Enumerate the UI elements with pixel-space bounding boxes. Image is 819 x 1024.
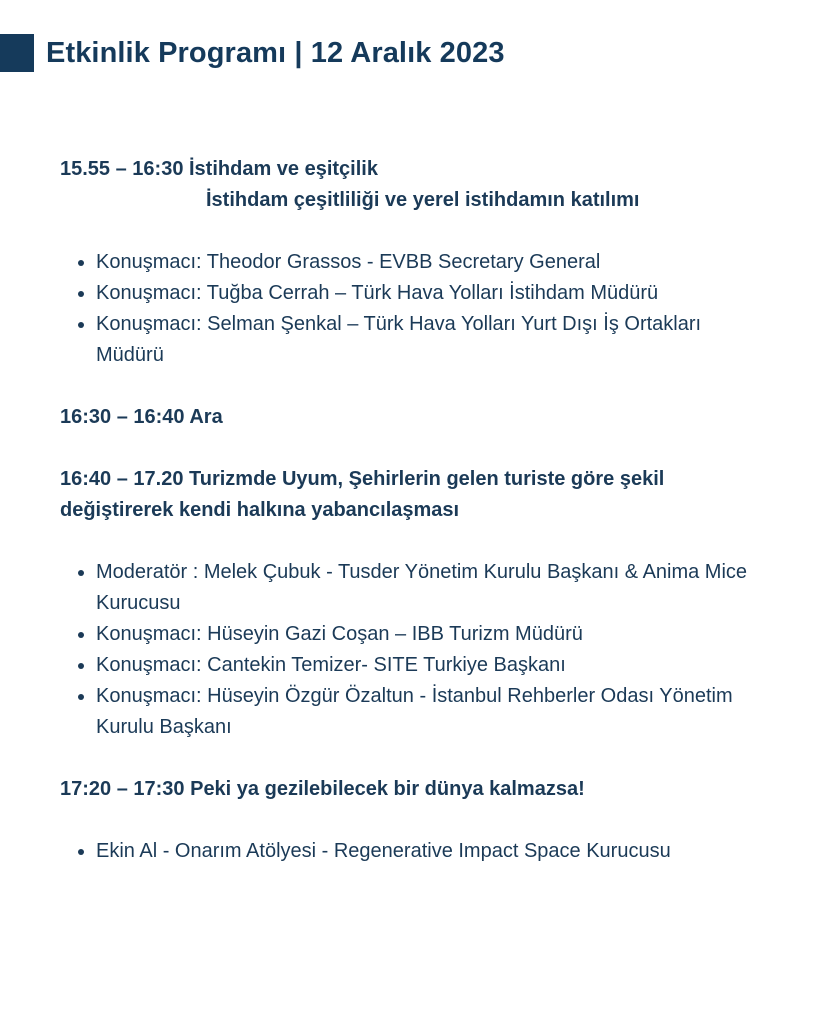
list-item: Konuşmacı: Theodor Grassos - EVBB Secretary General	[96, 247, 760, 278]
session-world	[60, 774, 760, 867]
bullet-icon	[78, 849, 84, 855]
bullet-icon	[78, 260, 84, 266]
page-header	[0, 34, 505, 72]
bullet-icon	[78, 291, 84, 297]
session-title: 16:30 – 16:40 Ara	[60, 406, 223, 428]
session-tourism	[60, 464, 760, 743]
session-title: 16:40 – 17.20 Turizmde Uyum, Şehirlerin gelen turiste göre şekil değiştirerek kendi halkına yabancılaşması	[60, 468, 665, 521]
list-item: Ekin Al - Onarım Atölyesi - Regenerative Impact Space Kurucusu	[96, 836, 760, 867]
bullet-icon	[78, 632, 84, 638]
bullet-icon	[78, 694, 84, 700]
list-item: Konuşmacı: Tuğba Cerrah – Türk Hava Yolları İstihdam Müdürü	[96, 278, 760, 309]
session-subtitle: İstihdam çeşitliliği ve yerel istihdamın katılımı	[206, 189, 640, 211]
list-item: Konuşmacı: Hüseyin Özgür Özaltun - İstanbul Rehberler Odası Yönetim Kurulu Başkanı	[96, 681, 760, 743]
header-accent-bar	[0, 34, 34, 72]
speaker-list	[60, 557, 760, 743]
bullet-icon	[78, 322, 84, 328]
list-item: Konuşmacı: Hüseyin Gazi Coşan – IBB Turizm Müdürü	[96, 619, 760, 650]
session-break	[60, 402, 760, 433]
bullet-icon	[78, 570, 84, 576]
bullet-icon	[78, 663, 84, 669]
speaker-list	[60, 836, 760, 867]
session-title: 17:20 – 17:30 Peki ya gezilebilecek bir dünya kalmazsa!	[60, 778, 585, 800]
page-title: Etkinlik Programı | 12 Aralık 2023	[46, 36, 505, 69]
program-content	[60, 154, 760, 867]
list-item: Konuşmacı: Cantekin Temizer- SITE Turkiye Başkanı	[96, 650, 760, 681]
speaker-list	[60, 247, 760, 371]
list-item: Moderatör : Melek Çubuk - Tusder Yönetim Kurulu Başkanı & Anima Mice Kurucusu	[96, 557, 760, 619]
session-title: 15.55 – 16:30 İstihdam ve eşitçilik	[60, 158, 378, 180]
session-employment	[60, 154, 760, 371]
list-item: Konuşmacı: Selman Şenkal – Türk Hava Yolları Yurt Dışı İş Ortakları Müdürü	[96, 309, 760, 371]
